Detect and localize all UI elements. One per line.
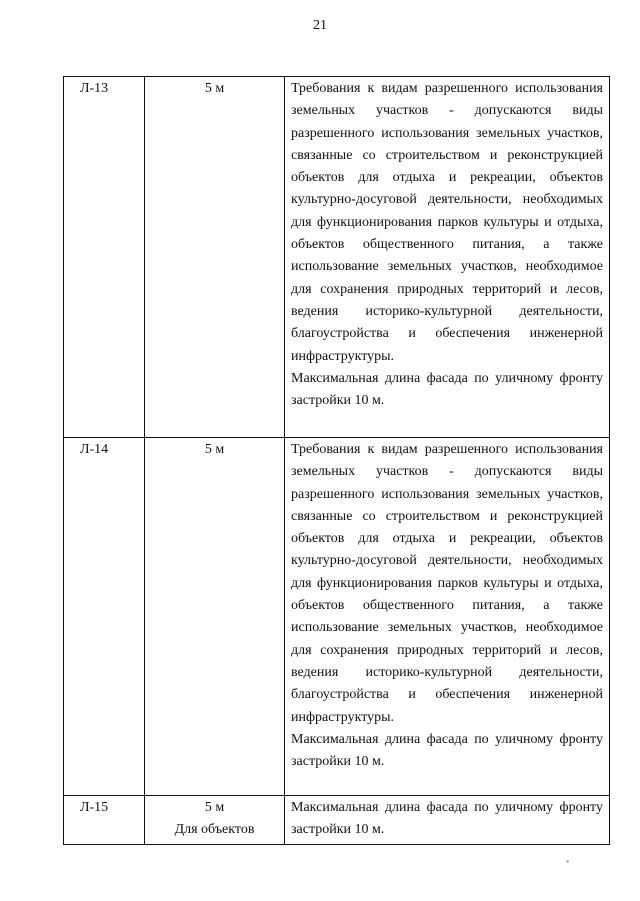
requirement-paragraph: Максимальная длина фасада по уличному фронту застройки 10 м. <box>291 370 603 409</box>
requirement-paragraph: Максимальная длина фасада по уличному фронту застройки 10 м. <box>291 731 603 770</box>
zone-code: Л-13 <box>64 77 145 438</box>
zone-code: Л-14 <box>64 438 145 796</box>
page-number: 21 <box>313 18 327 33</box>
table-row <box>64 438 610 796</box>
distance-value: 5 м <box>204 800 225 815</box>
requirement-paragraph: Требования к видам разрешенного использования земельных участков - допускаются виды разрешенного использования земельных участков, связанные со строительством и реконструкцией объектов для отдыха и рекреации, объектов культурно-досуговой деятельности, необходимых для функционирования парков культуры и отдыха, объектов общественного питания, а также использование земельных участков, необходимое для сохранения природных территорий и лесов, ведения историко-культурной деятельности, благоустройства и обеспечения инженерной инфраструктуры. <box>291 442 603 725</box>
distance-value: 5 м <box>204 81 225 96</box>
distance-value: 5 м <box>204 442 225 457</box>
distance-note: Для объектов <box>174 822 255 838</box>
requirements-cell <box>285 796 610 845</box>
setback-distance <box>145 796 285 845</box>
setback-distance <box>145 77 285 438</box>
scan-speck <box>566 860 569 863</box>
table-row <box>64 796 610 845</box>
zone-code: Л-15 <box>64 796 145 845</box>
requirement-paragraph: Требования к видам разрешенного использования земельных участков - допускаются виды разрешенного использования земельных участков, связанные со строительством и реконструкцией объектов для отдыха и рекреации, объектов культурно-досуговой деятельности, необходимых для функционирования парков культуры и отдыха, объектов общественного питания, а также использование земельных участков, необходимое для сохранения природных территорий и лесов, ведения историко-культурной деятельности, благоустройства и обеспечения инженерной инфраструктуры. <box>291 81 603 364</box>
requirement-paragraph: Максимальная длина фасада по уличному фронту застройки 10 м. <box>291 800 603 838</box>
requirements-cell <box>285 77 610 438</box>
setback-distance <box>145 438 285 796</box>
requirements-cell <box>285 438 610 796</box>
regulations-table <box>63 76 610 845</box>
table-row <box>64 77 610 438</box>
